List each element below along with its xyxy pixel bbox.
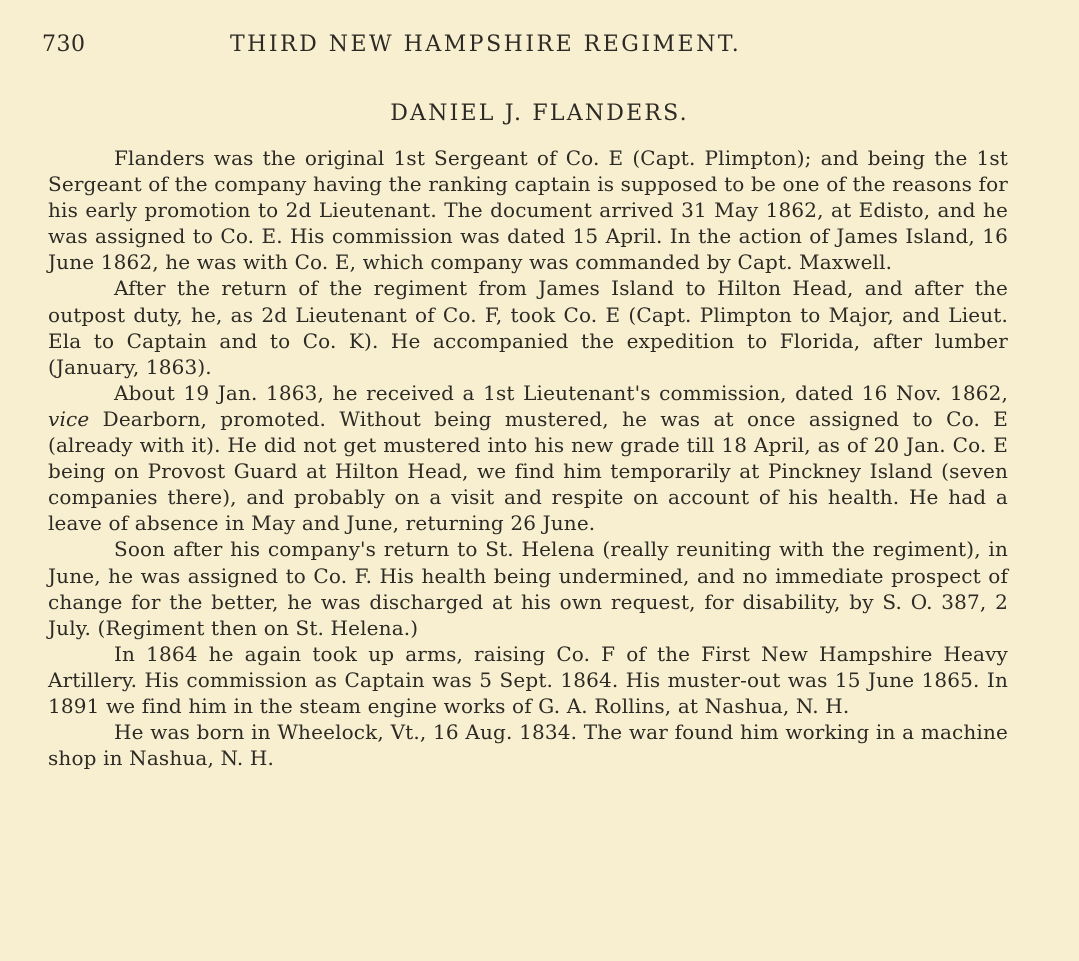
paragraph-4: Soon after his company's return to St. Helena (really reuniting with the regiment), in June, he was assigned to Co. F. His health being undermined, and no immediate prospect of change for the better, he was discharged at his own request, for disability, by S. O. 387, 2 July. (Regiment then on St. Helena.) — [48, 537, 1008, 640]
italic-vice-word: vice — [48, 406, 90, 431]
running-title: THIRD NEW HAMPSHIRE REGIMENT. — [230, 32, 742, 57]
article-body — [48, 145, 1008, 771]
article-title: DANIEL J. FLANDERS. — [390, 101, 689, 126]
running-header — [42, 30, 1027, 60]
paragraph-5: In 1864 he again took up arms, raising Co. F of the First New Hampshire Heavy Artillery. His commission as Captain was 5 Sept. 1864. His muster-out was 15 June 1865. In 1891 we find him in the steam engine works of G. A. Rollins, at Nashua, N. H. — [48, 641, 1008, 718]
page-number: 730 — [42, 32, 86, 57]
paragraph-6: He was born in Wheelock, Vt., 16 Aug. 1834. The war found him working in a machine shop in Nashua, N. H. — [48, 720, 1008, 771]
paragraph-1: Flanders was the original 1st Sergeant of Co. E (Capt. Plimpton); and being the 1st Sergeant of the company having the ranking captain is supposed to be one of the reasons for his early promotion to 2d Lieutenant. The document arrived 31 May 1862, at Edisto, and he was assigned to Co. E. His commission was dated 15 April. In the action of James Island, 16 June 1862, he was with Co. E, which company was commanded by Capt. Maxwell. — [48, 146, 1008, 275]
paragraph-3-text-before: About 19 Jan. 1863, he received a 1st Lieutenant's commission, dated 16 Nov. 1862, — [114, 380, 1008, 405]
paragraph-3 — [48, 380, 1008, 537]
paragraph-3-text-after: Dearborn, promoted. Without being mustered, he was at once assigned to Co. E (already with it). He did not get mustered into his new grade till 18 April, as of 20 Jan. Co. E being on Provost Guard at Hilton Head, we find him temporarily at Pinckney Island (seven companies there), and probably on a visit and respite on account of his health. He had a leave of absence in May and June, returning 26 June. — [48, 406, 1008, 536]
paragraph-2: After the return of the regiment from James Island to Hilton Head, and after the outpost duty, he, as 2d Lieutenant of Co. F, took Co. E (Capt. Plimpton to Major, and Lieut. Ela to Captain and to Co. K). He accompanied the expedition to Florida, after lumber (January, 1863). — [48, 276, 1008, 379]
